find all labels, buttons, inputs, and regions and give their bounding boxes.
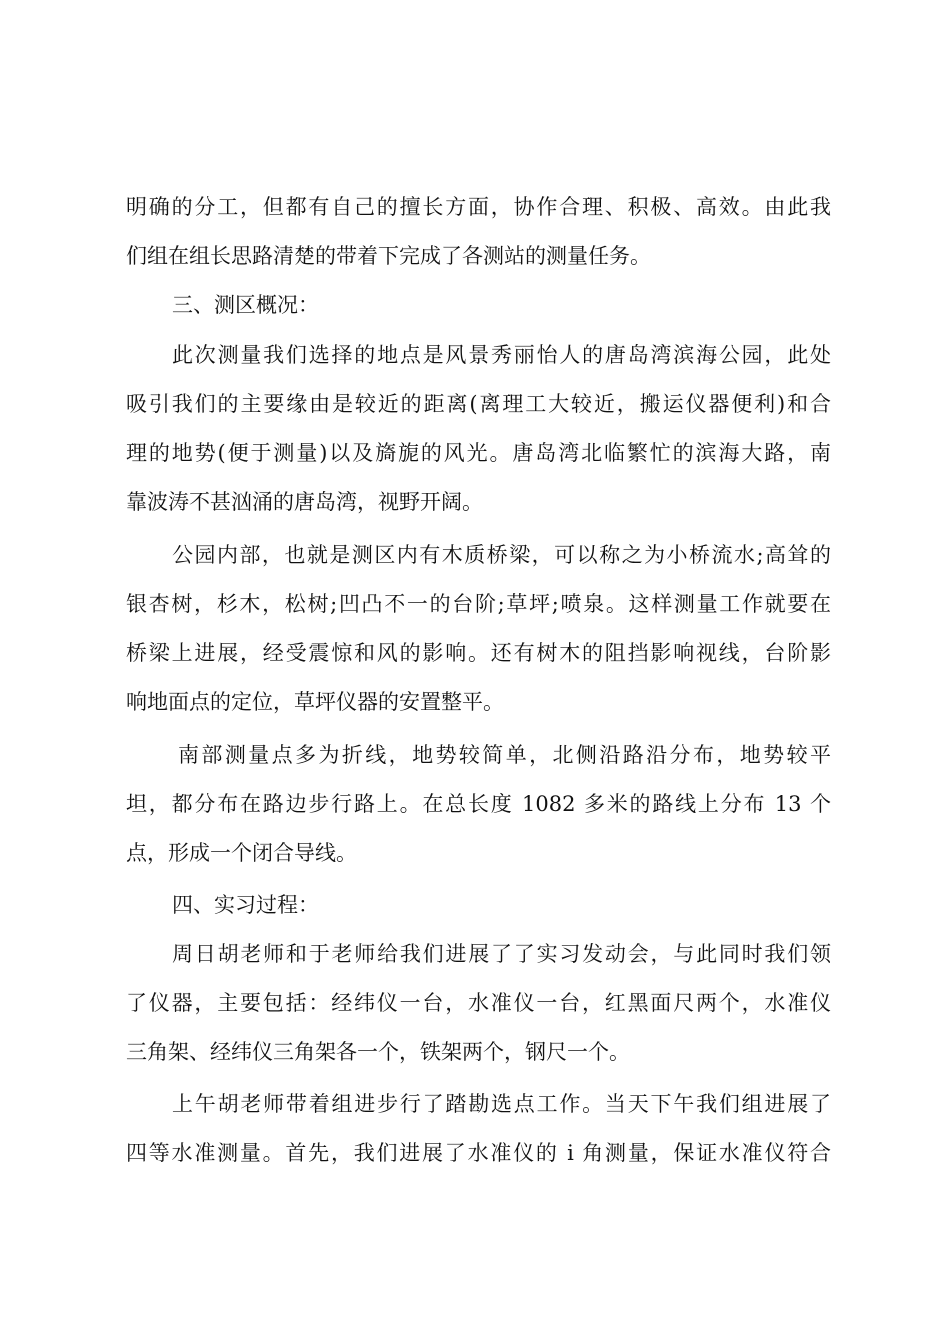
text-line: 银杏树，杉木，松树;凹凸不一的台阶;草坪;喷泉。这样测量工作就要在 — [126, 592, 831, 616]
text-line: 们组在组长思路清楚的带着下完成了各测站的测量任务。 — [126, 244, 651, 268]
text-line: 响地面点的定位，草坪仪器的安置整平。 — [126, 690, 504, 714]
text-line: 坦，都分布在路边步行路上。在总长度 1082 多米的路线上分布 13 个 — [126, 792, 831, 816]
text-line: 三角架、经纬仪三角架各一个，铁架两个，钢尺一个。 — [126, 1040, 630, 1064]
text-line: 周日胡老师和于老师给我们进展了了实习发动会，与此同时我们领 — [172, 942, 831, 966]
text-line: 明确的分工，但都有自己的擅长方面，协作合理、积极、高效。由此我 — [126, 195, 831, 219]
text-line: 桥梁上进展，经受震惊和风的影响。还有树木的阻挡影响视线，台阶影 — [126, 641, 831, 665]
text-line: 点，形成一个闭合导线。 — [126, 841, 357, 865]
text-line: 公园内部，也就是测区内有木质桥梁，可以称之为小桥流水;高耸的 — [172, 543, 831, 567]
text-line: 靠波涛不甚汹涌的唐岛湾，视野开阔。 — [126, 490, 483, 514]
text-line: 南部测量点多为折线，地势较简单，北侧沿路沿分布，地势较平 — [178, 743, 831, 767]
section-heading: 四、实习过程： — [172, 893, 319, 917]
section-heading: 三、测区概况： — [172, 293, 319, 317]
text-line: 上午胡老师带着组进步行了踏勘选点工作。当天下午我们组进展了 — [172, 1092, 831, 1116]
text-line: 吸引我们的主要缘由是较近的距离(离理工大较近，搬运仪器便利)和合 — [126, 392, 831, 416]
text-line: 四等水准测量。首先，我们进展了水准仪的 i 角测量，保证水准仪符合 — [126, 1141, 831, 1165]
text-line: 此次测量我们选择的地点是风景秀丽怡人的唐岛湾滨海公园，此处 — [172, 343, 831, 367]
text-line: 理的地势(便于测量)以及旖旎的风光。唐岛湾北临繁忙的滨海大路，南 — [126, 441, 831, 465]
text-line: 了仪器，主要包括：经纬仪一台，水准仪一台，红黑面尺两个，水准仪 — [126, 991, 831, 1015]
